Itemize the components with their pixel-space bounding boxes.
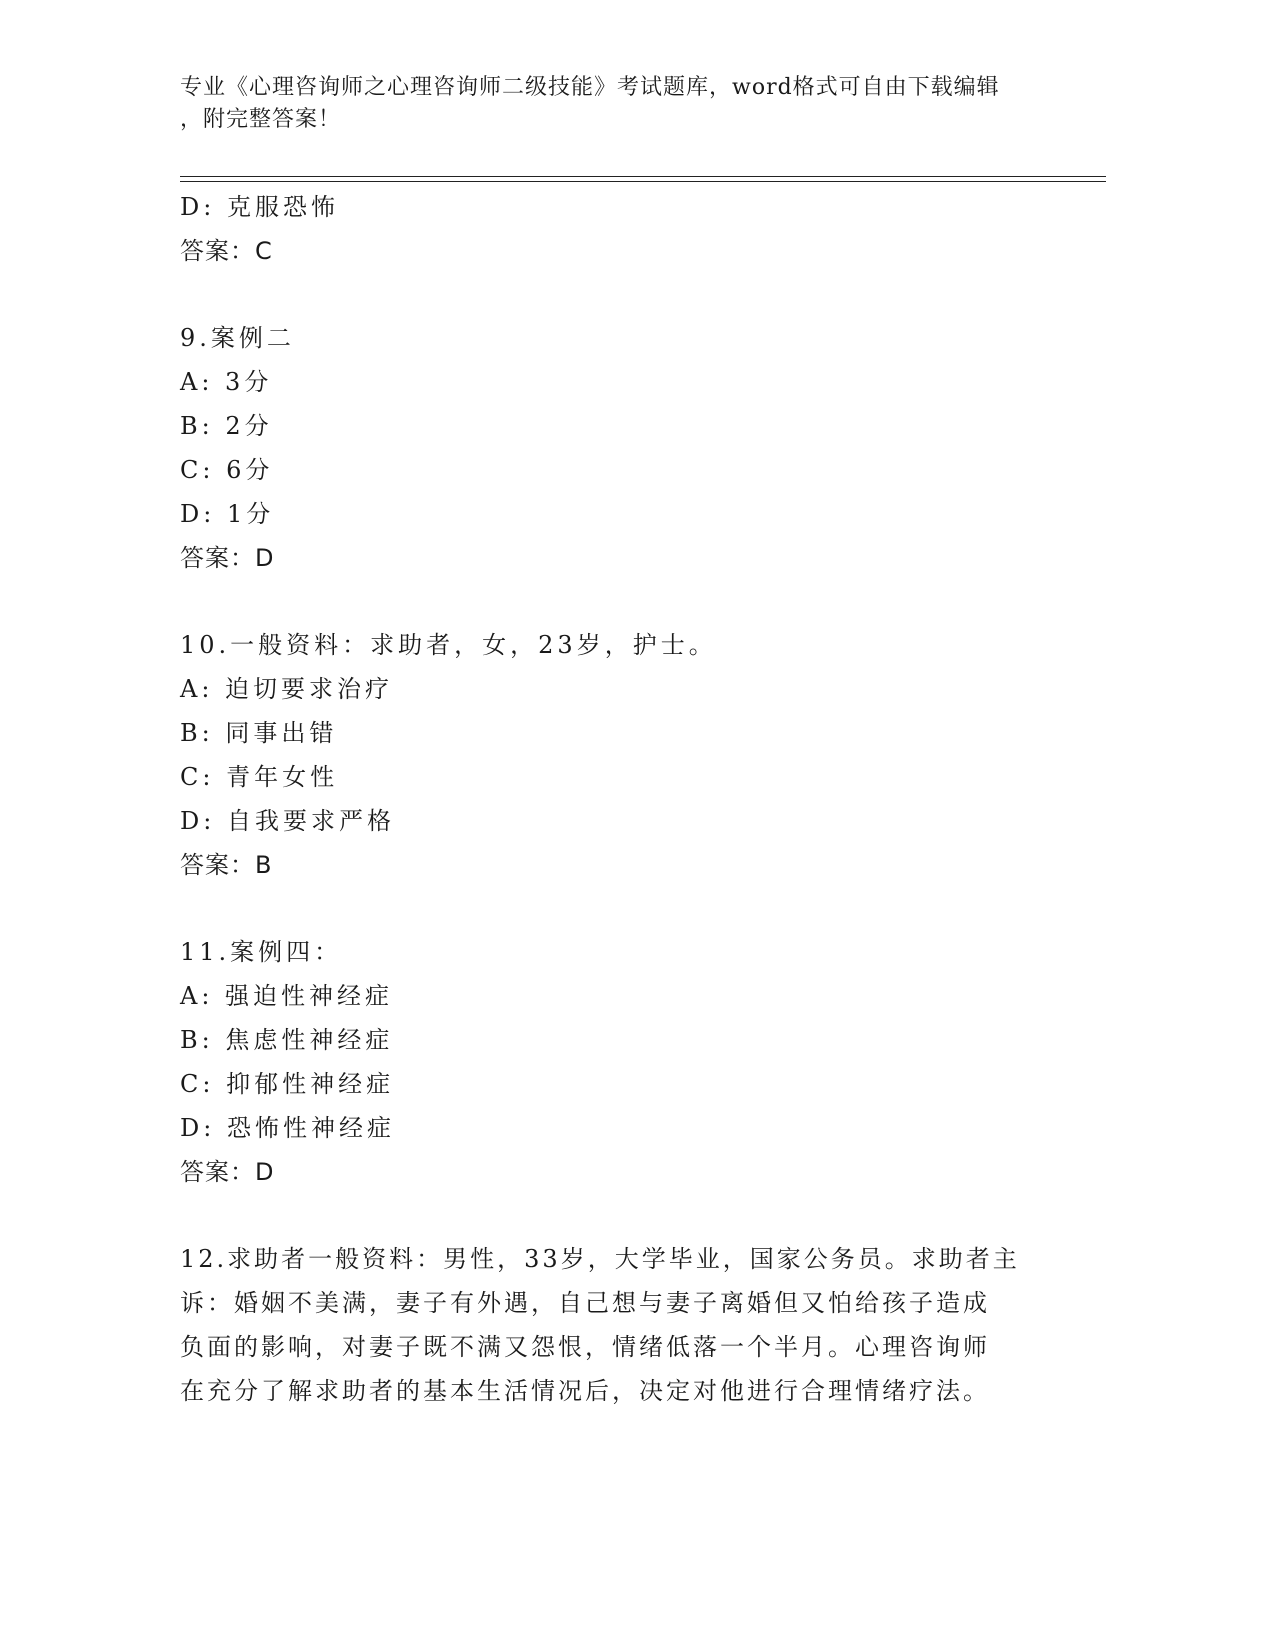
answer-label: 答案：D xyxy=(180,1158,275,1186)
answer-label: 答案：D xyxy=(180,544,275,572)
spacer xyxy=(180,273,1060,316)
spacer xyxy=(180,580,1060,623)
question-9 xyxy=(180,316,1060,580)
option-b: B: 焦虑性神经症 xyxy=(180,1026,394,1054)
question-stem: 11.案例四： xyxy=(180,938,343,966)
option-d: D: 克服恐怖 xyxy=(180,193,339,221)
question-stem: 9.案例二 xyxy=(180,324,295,352)
option-a: A: 迫切要求治疗 xyxy=(180,675,394,703)
header-line-1: 专业《心理咨询师之心理咨询师二级技能》考试题库，word格式可自由下载编辑 xyxy=(180,75,1000,100)
option-d: D: 自我要求严格 xyxy=(180,807,395,835)
answer-label: 答案：B xyxy=(180,851,273,879)
spacer xyxy=(180,1194,1060,1237)
option-b: B: 2分 xyxy=(180,412,273,440)
question-text-line: 负面的影响，对妻子既不满又怨恨，情绪低落一个半月。心理咨询师 xyxy=(180,1333,990,1361)
question-list xyxy=(180,185,1060,1413)
option-d: D: 1分 xyxy=(180,500,275,528)
option-c: C: 6分 xyxy=(180,456,274,484)
question-8 xyxy=(180,185,1060,273)
header-line-2: ，附完整答案！ xyxy=(180,107,342,132)
option-b: B: 同事出错 xyxy=(180,719,338,747)
header-divider-bottom xyxy=(180,181,1106,182)
question-text-line: 在充分了解求助者的基本生活情况后，决定对他进行合理情绪疗法。 xyxy=(180,1377,990,1405)
question-stem: 10.一般资料：求助者，女，23岁，护士。 xyxy=(180,631,717,659)
spacer xyxy=(180,887,1060,930)
option-a: A: 3分 xyxy=(180,368,273,396)
header-divider-top xyxy=(180,176,1106,177)
option-a: A: 强迫性神经症 xyxy=(180,982,394,1010)
question-12 xyxy=(180,1237,1040,1413)
question-text-line: 诉：婚姻不美满，妻子有外遇，自己想与妻子离婚但又怕给孩子造成 xyxy=(180,1289,990,1317)
answer-label: 答案：C xyxy=(180,237,273,265)
question-11 xyxy=(180,930,1060,1194)
document-header xyxy=(180,72,1060,136)
option-d: D: 恐怖性神经症 xyxy=(180,1114,395,1142)
option-c: C: 抑郁性神经症 xyxy=(180,1070,395,1098)
option-c: C: 青年女性 xyxy=(180,763,339,791)
question-10 xyxy=(180,623,1060,887)
question-text-line: 12.求助者一般资料：男性，33岁，大学毕业，国家公务员。求助者主 xyxy=(180,1245,1020,1273)
